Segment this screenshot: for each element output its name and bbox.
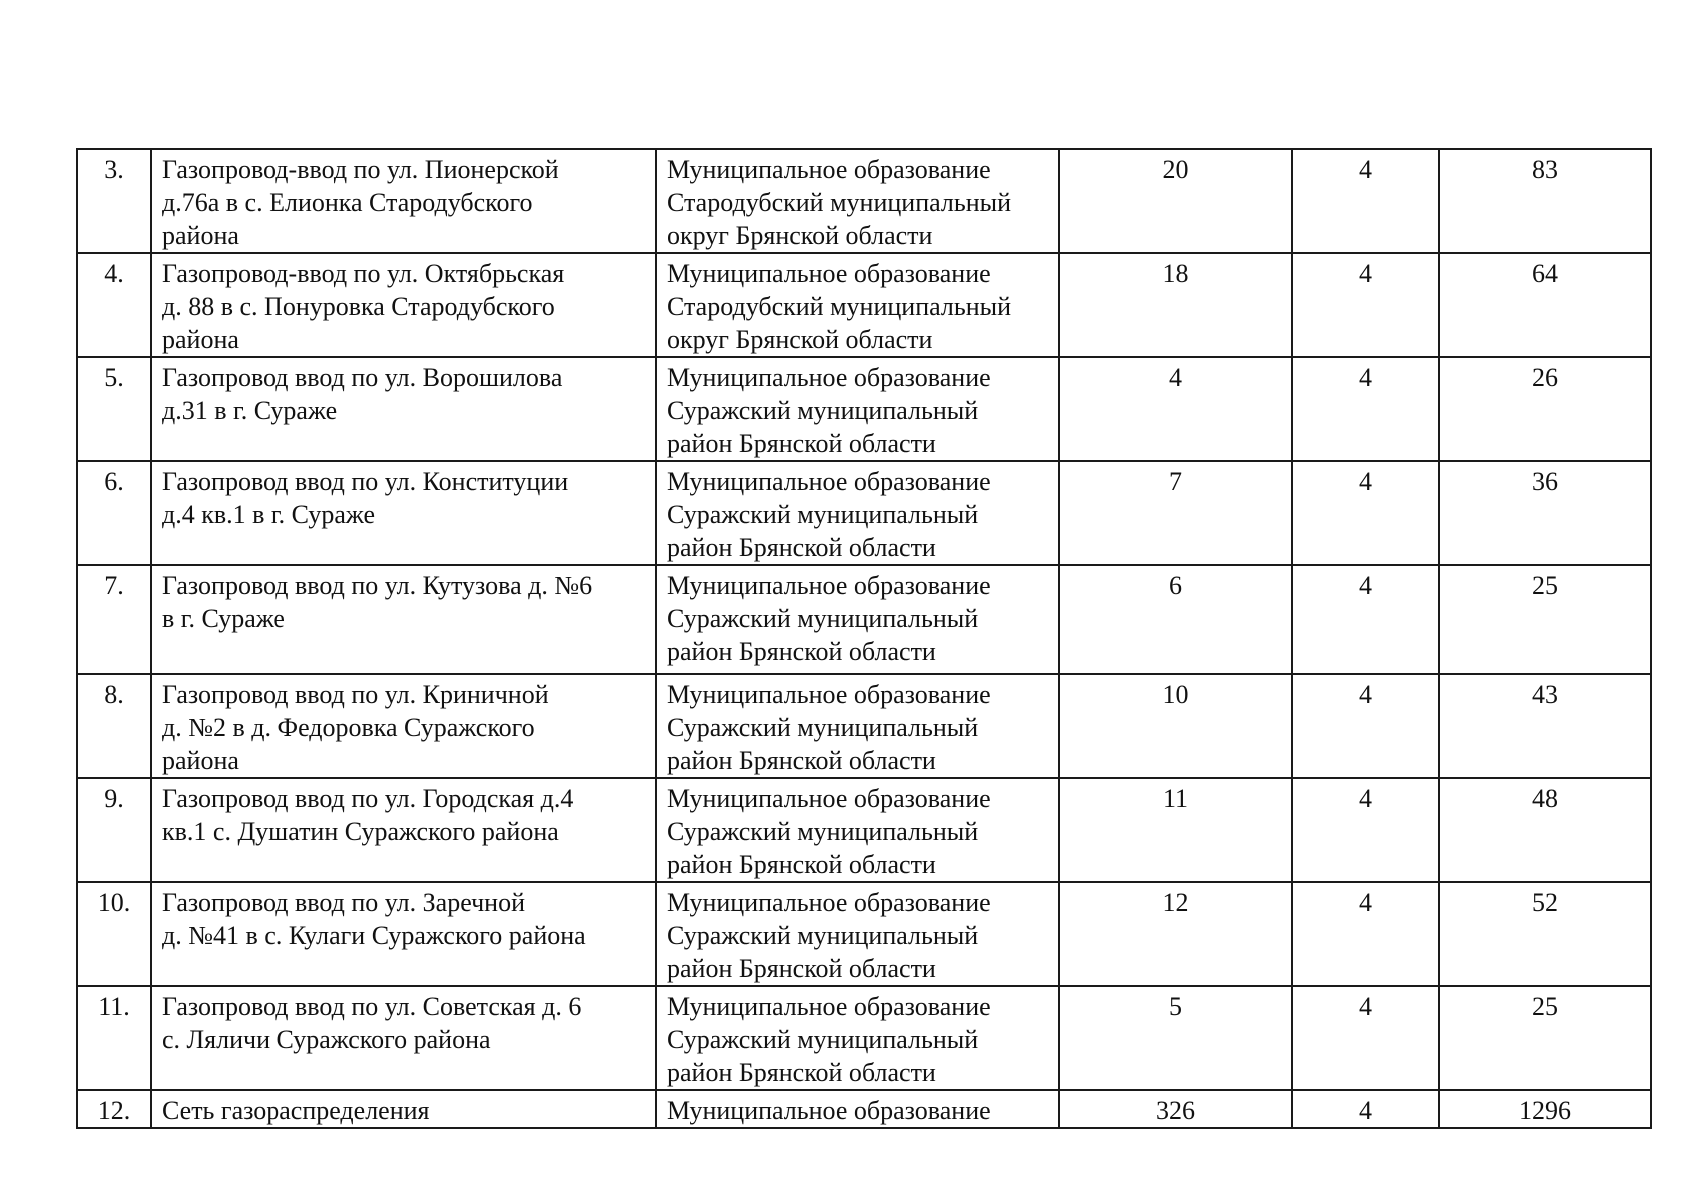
object-name-line: Газопровод ввод по ул. Криничной — [162, 680, 549, 709]
object-name-line: Газопровод ввод по ул. Ворошилова — [162, 363, 563, 392]
value-cell-col5: 4 — [1292, 357, 1439, 461]
table-row — [77, 1090, 1651, 1128]
value-cell-col6: 48 — [1439, 778, 1651, 882]
row-number: 6. — [77, 461, 151, 565]
object-name-line: района — [162, 325, 239, 354]
value-cell-col5: 4 — [1292, 882, 1439, 986]
object-name-cell — [151, 149, 656, 253]
row-number: 10. — [77, 882, 151, 986]
value-cell-col6: 25 — [1439, 986, 1651, 1090]
owner-line: Стародубский муниципальный — [667, 292, 1012, 321]
table-row — [77, 461, 1651, 565]
row-number: 4. — [77, 253, 151, 357]
owner-line: район Брянской области — [667, 746, 936, 775]
object-name-line: Газопровод ввод по ул. Конституции — [162, 467, 569, 496]
table-row — [77, 882, 1651, 986]
owner-line: Муниципальное образование — [667, 259, 991, 288]
owner-line: Суражский муниципальный — [667, 396, 979, 425]
object-name-line: Газопровод-ввод по ул. Пионерской — [162, 155, 559, 184]
owner-line: округ Брянской области — [667, 325, 933, 354]
owner-cell — [656, 778, 1059, 882]
owner-line: Муниципальное образование — [667, 363, 991, 392]
owner-cell — [656, 882, 1059, 986]
owner-line: Суражский муниципальный — [667, 921, 979, 950]
row-number: 11. — [77, 986, 151, 1090]
value-cell-col4: 6 — [1059, 565, 1292, 674]
owner-line: Суражский муниципальный — [667, 1025, 979, 1054]
value-cell-col4: 326 — [1059, 1090, 1292, 1128]
value-cell-col4: 4 — [1059, 357, 1292, 461]
object-name-cell — [151, 253, 656, 357]
owner-line: Суражский муниципальный — [667, 500, 979, 529]
owner-cell — [656, 461, 1059, 565]
owner-line: Суражский муниципальный — [667, 817, 979, 846]
row-number: 3. — [77, 149, 151, 253]
value-cell-col4: 18 — [1059, 253, 1292, 357]
object-name-line: д. №2 в д. Федоровка Суражского — [162, 713, 535, 742]
object-name-line: Газопровод-ввод по ул. Октябрьская — [162, 259, 565, 288]
gas-pipeline-table — [76, 148, 1652, 1129]
object-name-cell — [151, 986, 656, 1090]
object-name-cell — [151, 778, 656, 882]
object-name-cell — [151, 357, 656, 461]
object-name-line: д.31 в г. Сураже — [162, 396, 338, 425]
owner-cell — [656, 674, 1059, 778]
object-name-line: с. Ляличи Суражского района — [162, 1025, 491, 1054]
value-cell-col4: 10 — [1059, 674, 1292, 778]
table-row — [77, 986, 1651, 1090]
object-name-line: д.76а в с. Елионка Стародубского — [162, 188, 533, 217]
row-number: 9. — [77, 778, 151, 882]
table-row — [77, 674, 1651, 778]
owner-line: район Брянской области — [667, 954, 936, 983]
value-cell-col4: 7 — [1059, 461, 1292, 565]
object-name-cell — [151, 882, 656, 986]
value-cell-col5: 4 — [1292, 565, 1439, 674]
object-name-line: района — [162, 221, 239, 250]
object-name-line: Газопровод ввод по ул. Советская д. 6 — [162, 992, 582, 1021]
table-row — [77, 565, 1651, 674]
table-row — [77, 253, 1651, 357]
table-row — [77, 778, 1651, 882]
owner-line: Муниципальное образование — [667, 1096, 991, 1125]
owner-cell — [656, 565, 1059, 674]
object-name-line: Сеть газораспределения — [162, 1096, 430, 1125]
owner-line: Суражский муниципальный — [667, 713, 979, 742]
owner-line: Муниципальное образование — [667, 155, 991, 184]
owner-cell — [656, 986, 1059, 1090]
owner-cell — [656, 1090, 1059, 1128]
value-cell-col5: 4 — [1292, 1090, 1439, 1128]
value-cell-col6: 52 — [1439, 882, 1651, 986]
owner-line: Суражский муниципальный — [667, 604, 979, 633]
object-name-line: Газопровод ввод по ул. Заречной — [162, 888, 525, 917]
value-cell-col4: 5 — [1059, 986, 1292, 1090]
owner-line: район Брянской области — [667, 1058, 936, 1087]
value-cell-col4: 12 — [1059, 882, 1292, 986]
row-number: 12. — [77, 1090, 151, 1128]
value-cell-col5: 4 — [1292, 986, 1439, 1090]
object-name-line: района — [162, 746, 239, 775]
value-cell-col4: 11 — [1059, 778, 1292, 882]
object-name-line: кв.1 с. Душатин Суражского района — [162, 817, 559, 846]
object-name-cell — [151, 674, 656, 778]
value-cell-col4: 20 — [1059, 149, 1292, 253]
object-name-line: в г. Сураже — [162, 604, 285, 633]
object-name-cell — [151, 1090, 656, 1128]
object-name-line: д. №41 в с. Кулаги Суражского района — [162, 921, 586, 950]
value-cell-col6: 43 — [1439, 674, 1651, 778]
object-name-line: Газопровод ввод по ул. Городская д.4 — [162, 784, 574, 813]
value-cell-col5: 4 — [1292, 674, 1439, 778]
owner-line: район Брянской области — [667, 429, 936, 458]
row-number: 7. — [77, 565, 151, 674]
value-cell-col5: 4 — [1292, 149, 1439, 253]
owner-cell — [656, 357, 1059, 461]
owner-line: Муниципальное образование — [667, 571, 991, 600]
value-cell-col5: 4 — [1292, 253, 1439, 357]
object-name-cell — [151, 565, 656, 674]
row-number: 5. — [77, 357, 151, 461]
owner-cell — [656, 149, 1059, 253]
owner-line: район Брянской области — [667, 533, 936, 562]
owner-line: район Брянской области — [667, 637, 936, 666]
value-cell-col6: 26 — [1439, 357, 1651, 461]
owner-line: район Брянской области — [667, 850, 936, 879]
owner-line: округ Брянской области — [667, 221, 933, 250]
value-cell-col6: 1296 — [1439, 1090, 1651, 1128]
value-cell-col5: 4 — [1292, 778, 1439, 882]
owner-cell — [656, 253, 1059, 357]
owner-line: Муниципальное образование — [667, 992, 991, 1021]
table-row — [77, 149, 1651, 253]
row-number: 8. — [77, 674, 151, 778]
value-cell-col6: 25 — [1439, 565, 1651, 674]
object-name-line: д.4 кв.1 в г. Сураже — [162, 500, 376, 529]
value-cell-col6: 83 — [1439, 149, 1651, 253]
object-name-line: Газопровод ввод по ул. Кутузова д. №6 — [162, 571, 593, 600]
value-cell-col6: 64 — [1439, 253, 1651, 357]
value-cell-col5: 4 — [1292, 461, 1439, 565]
owner-line: Стародубский муниципальный — [667, 188, 1012, 217]
value-cell-col6: 36 — [1439, 461, 1651, 565]
object-name-cell — [151, 461, 656, 565]
owner-line: Муниципальное образование — [667, 784, 991, 813]
owner-line: Муниципальное образование — [667, 888, 991, 917]
object-name-line: д. 88 в с. Понуровка Стародубского — [162, 292, 555, 321]
owner-line: Муниципальное образование — [667, 467, 991, 496]
owner-line: Муниципальное образование — [667, 680, 991, 709]
table-row — [77, 357, 1651, 461]
